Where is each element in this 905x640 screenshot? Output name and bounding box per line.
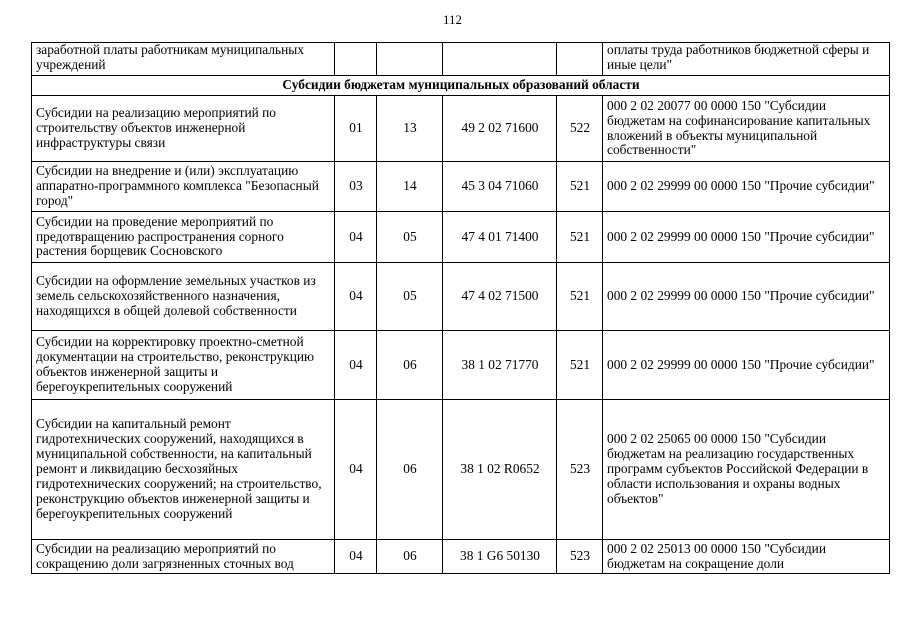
cell-target-article: 47 4 01 71400: [443, 212, 557, 263]
cell-target-article: 45 3 04 71060: [443, 162, 557, 212]
cell-expense-type: 523: [557, 540, 603, 574]
table-row: [32, 263, 890, 331]
cell-name: Субсидии на корректировку проектно-сметной документации на строительство, реконструкцию объектов инженерной защиты и берегоукрепительных сооружений: [32, 331, 335, 400]
cell-revenue-code: 000 2 02 29999 00 0000 150 "Прочие субсидии": [603, 263, 890, 331]
cell-target-article: 38 1 G6 50130: [443, 540, 557, 574]
cell-revenue-code: 000 2 02 25065 00 0000 150 "Субсидии бюджетам на реализацию государственных программ субъектов Российской Федерации в области использования и охраны водных объектов": [603, 400, 890, 540]
cell-revenue-code: 000 2 02 25013 00 0000 150 "Субсидии бюджетам на сокращение доли: [603, 540, 890, 574]
cell-name: Субсидии на реализацию мероприятий по строительству объектов инженерной инфраструктуры связи: [32, 96, 335, 162]
cell-section: 04: [335, 263, 377, 331]
table-row: [32, 400, 890, 540]
cell-name: Субсидии на оформление земельных участков из земель сельскохозяйственного назначения, находящихся в общей долевой собственности: [32, 263, 335, 331]
cell-name: Субсидии на капитальный ремонт гидротехнических сооружений, находящихся в муниципальной собственности, на капитальный ремонт и ликвидацию бесхозяйных гидротехнических сооружений; на строительство, реконструкцию объектов инженерной защиты и берегоукрепительных сооружений: [32, 400, 335, 540]
cell-revenue-code: 000 2 02 29999 00 0000 150 "Прочие субсидии": [603, 331, 890, 400]
table-row: [32, 331, 890, 400]
cell-section: 03: [335, 162, 377, 212]
cell-expense-type: 523: [557, 400, 603, 540]
cell-section: 04: [335, 212, 377, 263]
cell-target-article: 38 1 02 71770: [443, 331, 557, 400]
cell-revenue-code: оплаты труда работников бюджетной сферы и иные цели": [603, 43, 890, 76]
cell-target-article: 47 4 02 71500: [443, 263, 557, 331]
cell-expense-type: 522: [557, 96, 603, 162]
cell-section: 04: [335, 331, 377, 400]
cell-expense-type: [557, 43, 603, 76]
cell-name: заработной платы работникам муниципальных учреждений: [32, 43, 335, 76]
cell-subsection: 05: [377, 263, 443, 331]
cell-target-article: 38 1 02 R0652: [443, 400, 557, 540]
cell-subsection: 14: [377, 162, 443, 212]
cell-subsection: [377, 43, 443, 76]
cell-section: 04: [335, 400, 377, 540]
cell-subsection: 06: [377, 400, 443, 540]
budget-table: [31, 42, 890, 574]
cell-revenue-code: 000 2 02 20077 00 0000 150 "Субсидии бюджетам на софинансирование капитальных вложений в объекты муниципальной собственности": [603, 96, 890, 162]
cell-section: 01: [335, 96, 377, 162]
section-header-row: [32, 76, 890, 96]
cell-subsection: 13: [377, 96, 443, 162]
cell-expense-type: 521: [557, 212, 603, 263]
page-number: 112: [442, 12, 463, 27]
cell-section: 04: [335, 540, 377, 574]
cell-revenue-code: 000 2 02 29999 00 0000 150 "Прочие субсидии": [603, 212, 890, 263]
table-row-carryover: [32, 43, 890, 76]
cell-target-article: 49 2 02 71600: [443, 96, 557, 162]
cell-expense-type: 521: [557, 263, 603, 331]
cell-name: Субсидии на проведение мероприятий по предотвращению распространения сорного растения борщевик Сосновского: [32, 212, 335, 263]
table-row: [32, 96, 890, 162]
cell-subsection: 06: [377, 540, 443, 574]
cell-revenue-code: 000 2 02 29999 00 0000 150 "Прочие субсидии": [603, 162, 890, 212]
cell-target-article: [443, 43, 557, 76]
cell-subsection: 06: [377, 331, 443, 400]
section-title: Субсидии бюджетам муниципальных образований области: [32, 76, 890, 96]
cell-name: Субсидии на реализацию мероприятий по сокращению доли загрязненных сточных вод: [32, 540, 335, 574]
cell-expense-type: 521: [557, 162, 603, 212]
cell-subsection: 05: [377, 212, 443, 263]
table-row: [32, 212, 890, 263]
table-row: [32, 162, 890, 212]
cell-section: [335, 43, 377, 76]
cell-name: Субсидии на внедрение и (или) эксплуатацию аппаратно-программного комплекса "Безопасный город": [32, 162, 335, 212]
table-row: [32, 540, 890, 574]
cell-expense-type: 521: [557, 331, 603, 400]
